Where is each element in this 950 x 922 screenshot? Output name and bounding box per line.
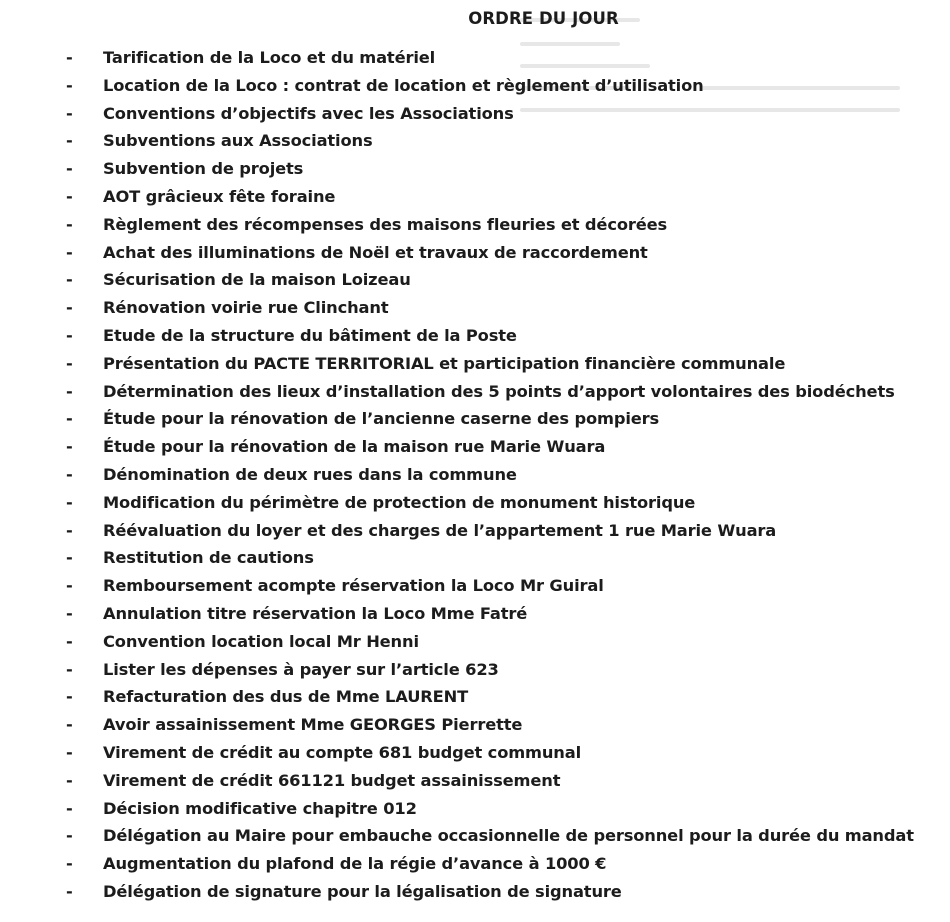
list-item (0, 572, 950, 600)
list-item-text: Refacturation des dus de Mme LAURENT (103, 687, 469, 707)
list-item-text: Présentation du PACTE TERRITORIAL et participation financière communale (103, 353, 786, 373)
list-item (0, 294, 950, 322)
list-item (0, 739, 950, 767)
list-bullet: - (66, 214, 73, 234)
list-bullet: - (66, 576, 73, 596)
list-item (0, 44, 950, 72)
list-item-text: Virement de crédit 661121 budget assainissement (103, 770, 561, 790)
list-bullet: - (66, 520, 73, 540)
list-bullet: - (66, 325, 73, 345)
list-item (0, 544, 950, 572)
list-item (0, 628, 950, 656)
list-bullet: - (66, 409, 73, 429)
list-bullet: - (66, 770, 73, 790)
list-item (0, 322, 950, 350)
list-bullet: - (66, 854, 73, 874)
list-item (0, 433, 950, 461)
list-bullet: - (66, 131, 73, 151)
list-bullet: - (66, 742, 73, 762)
list-item-text: Rénovation voirie rue Clinchant (103, 298, 389, 318)
list-item-text: Annulation titre réservation la Loco Mme Fatré (103, 603, 528, 623)
list-bullet: - (66, 659, 73, 679)
list-bullet: - (66, 492, 73, 512)
list-bullet: - (66, 186, 73, 206)
list-item (0, 600, 950, 628)
list-item (0, 822, 950, 850)
list-item-text: Décision modificative chapitre 012 (103, 798, 417, 818)
list-bullet: - (66, 687, 73, 707)
list-bullet: - (66, 881, 73, 901)
list-item-text: Location de la Loco : contrat de location et règlement d’utilisation (103, 75, 704, 95)
list-item (0, 461, 950, 489)
list-item (0, 683, 950, 711)
list-bullet: - (66, 437, 73, 457)
list-item-text: Dénomination de deux rues dans la commune (103, 464, 517, 484)
agenda-list (0, 44, 950, 906)
list-bullet: - (66, 48, 73, 67)
list-bullet: - (66, 603, 73, 623)
list-item (0, 850, 950, 878)
list-item (0, 517, 950, 545)
list-bullet: - (66, 353, 73, 373)
list-item-text: Etude de la structure du bâtiment de la Poste (103, 325, 517, 345)
list-item-text: Délégation au Maire pour embauche occasionnelle de personnel pour la durée du mandat (103, 826, 914, 846)
list-item-text: Achat des illuminations de Noël et travaux de raccordement (103, 242, 648, 262)
list-item (0, 795, 950, 823)
list-item (0, 378, 950, 406)
list-item (0, 711, 950, 739)
list-item (0, 72, 950, 100)
list-item-text: Sécurisation de la maison Loizeau (103, 270, 411, 290)
list-item (0, 127, 950, 155)
list-item (0, 405, 950, 433)
list-item (0, 211, 950, 239)
list-item-text: Délégation de signature pour la légalisation de signature (103, 881, 622, 901)
list-item-text: Subventions aux Associations (103, 131, 373, 151)
list-item-text: Convention location local Mr Henni (103, 631, 419, 651)
page-title (0, 8, 950, 30)
list-item (0, 350, 950, 378)
list-item-text: Modification du périmètre de protection de monument historique (103, 492, 696, 512)
list-item-text: Étude pour la rénovation de l’ancienne caserne des pompiers (103, 409, 660, 429)
list-bullet: - (66, 75, 73, 95)
list-item (0, 878, 950, 906)
list-item (0, 489, 950, 517)
list-item-text: AOT grâcieux fête foraine (103, 186, 336, 206)
list-bullet: - (66, 103, 73, 123)
list-item-text: Conventions d’objectifs avec les Associations (103, 103, 514, 123)
list-bullet: - (66, 159, 73, 179)
list-item (0, 656, 950, 684)
list-item (0, 100, 950, 128)
list-item (0, 183, 950, 211)
list-item-text: Virement de crédit au compte 681 budget communal (103, 742, 582, 762)
list-item (0, 266, 950, 294)
list-item-text: Avoir assainissement Mme GEORGES Pierrette (103, 715, 523, 735)
list-bullet: - (66, 798, 73, 818)
list-item-text: Augmentation du plafond de la régie d’avance à 1000 € (103, 854, 607, 874)
list-bullet: - (66, 242, 73, 262)
list-bullet: - (66, 826, 73, 846)
list-item-text: Lister les dépenses à payer sur l’article 623 (103, 659, 499, 679)
list-item-text: Règlement des récompenses des maisons fleuries et décorées (103, 214, 668, 234)
list-item-text: Restitution de cautions (103, 548, 314, 568)
list-bullet: - (66, 270, 73, 290)
list-item (0, 767, 950, 795)
list-item-text: Détermination des lieux d’installation des 5 points d’apport volontaires des biodéchets (103, 381, 895, 401)
list-bullet: - (66, 548, 73, 568)
list-bullet: - (66, 464, 73, 484)
list-item-text: Subvention de projets (103, 159, 304, 179)
list-bullet: - (66, 631, 73, 651)
page-title-text: ORDRE DU JOUR (468, 9, 619, 28)
list-item (0, 239, 950, 267)
list-bullet: - (66, 715, 73, 735)
list-item-text: Étude pour la rénovation de la maison rue Marie Wuara (103, 437, 606, 457)
list-bullet: - (66, 381, 73, 401)
list-item-text: Tarification de la Loco et du matériel (103, 48, 436, 67)
list-item (0, 155, 950, 183)
list-item-text: Remboursement acompte réservation la Loco Mr Guiral (103, 576, 604, 596)
list-bullet: - (66, 298, 73, 318)
list-item-text: Réévaluation du loyer et des charges de l’appartement 1 rue Marie Wuara (103, 520, 777, 540)
